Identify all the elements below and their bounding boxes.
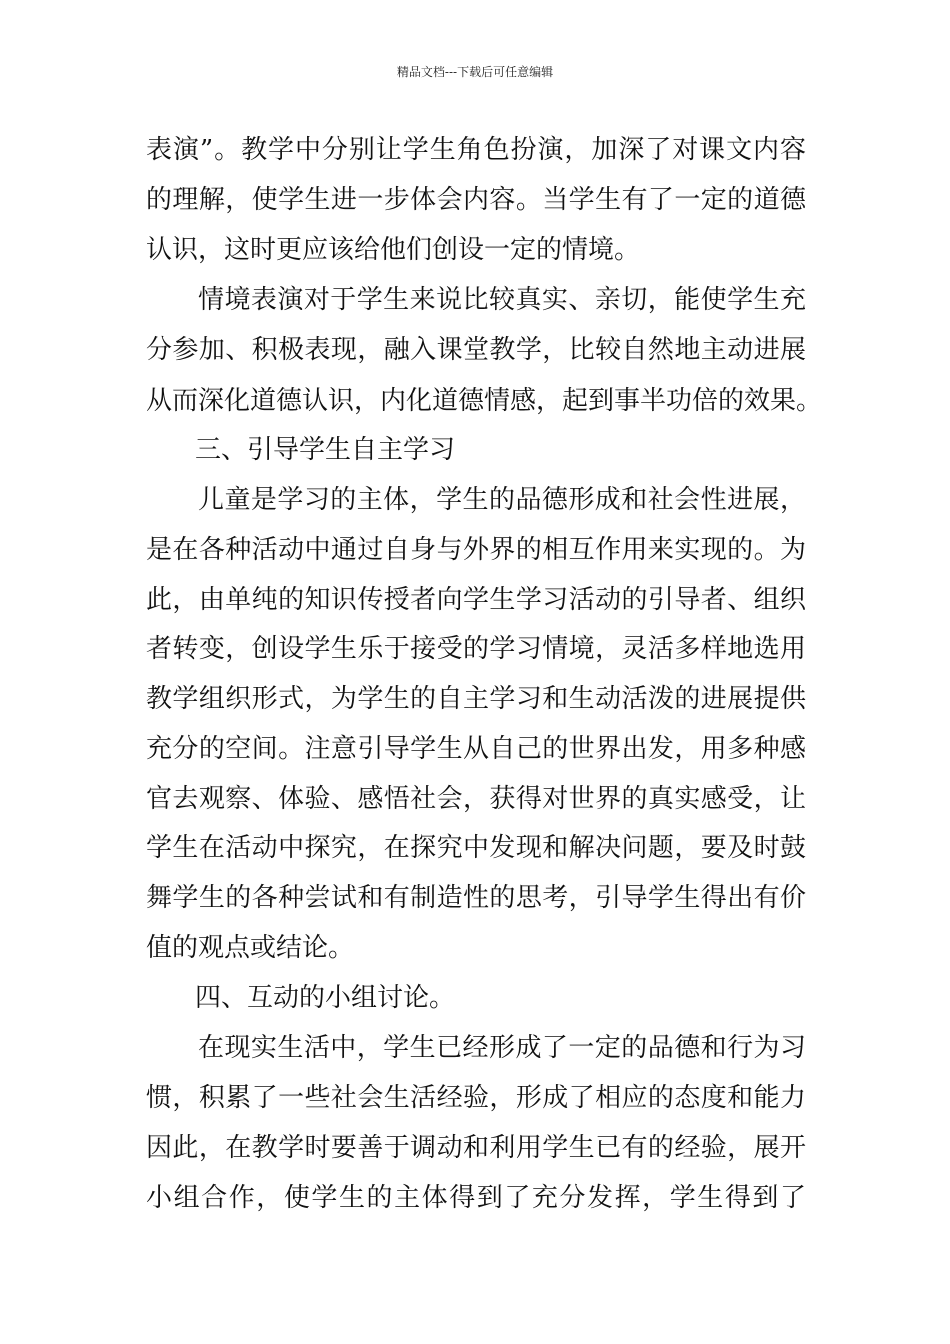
text-line: 官去观察、体验、感悟社会，获得对世界的真实感受，让: [146, 784, 806, 814]
page-header: 精品文档---下载后可任意编辑: [396, 65, 554, 79]
text-line: 者转变，创设学生乐于接受的学习情境，灵活多样地选用: [146, 634, 806, 664]
text-line: 分参加、积极表现，融入课堂教学，比较自然地主动进展: [146, 335, 806, 365]
text-line: 表演”。教学中分别让学生角色扮演，加深了对课文内容: [146, 135, 806, 165]
text-line: 惯，积累了一些社会生活经验，形成了相应的态度和能力: [146, 1083, 806, 1113]
text-line: 值的观点或结论。: [146, 933, 355, 963]
text-line: 是在各种活动中通过自身与外界的相互作用来实现的。为: [146, 535, 806, 565]
text-line: 充分的空间。注意引导学生从自己的世界出发，用多种感: [146, 734, 806, 764]
text-line: 从而深化道德认识，内化道德情感，起到事半功倍的效果。: [146, 386, 823, 416]
text-line: 学生在活动中探究，在探究中发现和解决问题，要及时鼓: [146, 833, 806, 863]
text-line: 儿童是学习的主体，学生的品德形成和社会性进展，: [198, 485, 806, 515]
text-line: 在现实生活中，学生已经形成了一定的品德和行为习: [198, 1033, 806, 1063]
text-line: 此，由单纯的知识传授者向学生学习活动的引导者、组织: [146, 585, 806, 615]
section-heading: 四、互动的小组讨论。: [195, 983, 456, 1013]
text-line: 因此，在教学时要善于调动和利用学生已有的经验，展开: [146, 1133, 806, 1163]
text-line: 的理解，使学生进一步体会内容。当学生有了一定的道德: [146, 185, 806, 215]
section-heading: 三、引导学生自主学习: [195, 435, 456, 465]
text-line: 舞学生的各种尝试和有制造性的思考，引导学生得出有价: [146, 883, 806, 913]
text-line: 小组合作，使学生的主体得到了充分发挥，学生得到了: [146, 1183, 806, 1213]
text-line: 教学组织形式，为学生的自主学习和生动活泼的进展提供: [146, 684, 806, 714]
text-line: 认识，这时更应该给他们创设一定的情境。: [146, 235, 641, 265]
text-line: 情境表演对于学生来说比较真实、亲切，能使学生充: [198, 285, 806, 315]
